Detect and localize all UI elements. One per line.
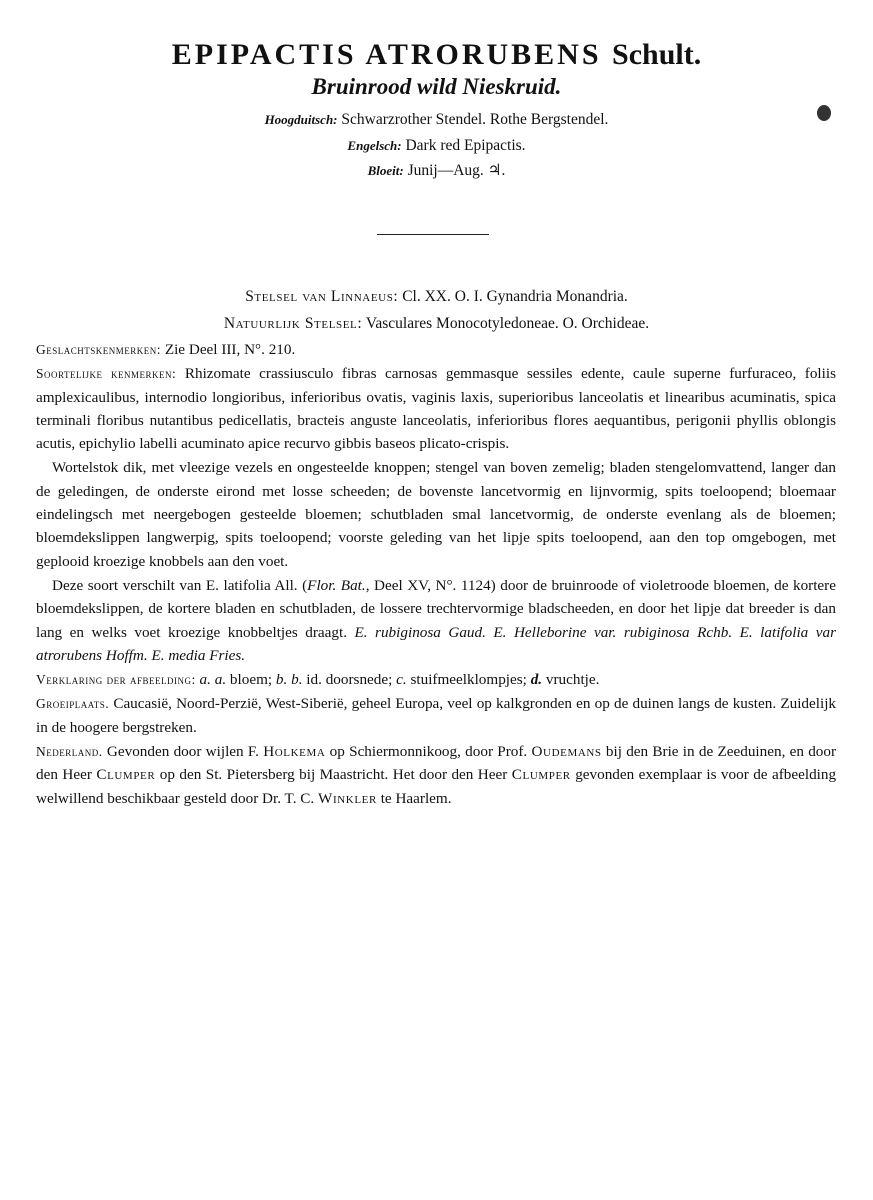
- person-name: Clumper: [511, 766, 571, 784]
- section-label: Soortelijke kenmerken:: [36, 366, 177, 382]
- divider: [377, 234, 489, 235]
- section-value: Zie Deel III, N°. 210.: [164, 341, 296, 358]
- natural-classification: [0, 314, 873, 334]
- latin-diagnosis: Rhizomate crassiusculo fibras carnosas gemmasque sessiles edente, caule superne furfuraceo, foliis amplexicaulibus, internodio longioribus, inferioribus ovatis, vaginis laxis, superioribus lanceolatis et linearibus acuminatis, spica terminali floribus nutantibus pedicellatis, bracteis anguste lanceolatis, inferioribus flores aequantibus, perigonii phyllis oblongis acutis, epichylio labelli acuminato apice recurvo gibbis baseos plicato-crispis.: [36, 365, 836, 453]
- vernacular-key: Engelsch:: [347, 138, 402, 153]
- person-name: Winkler: [318, 789, 377, 807]
- page-subtitle: Bruinrood wild Nieskruid.: [311, 74, 562, 99]
- genus-characters: [36, 338, 836, 361]
- species-characters: [36, 362, 836, 455]
- flowering-period: [0, 161, 873, 181]
- vernacular-value: Junij—Aug. ♃.: [407, 162, 506, 179]
- linnaeus-classification: [0, 287, 873, 307]
- title-author: Schult.: [612, 38, 702, 71]
- species-difference: Deze soort verschilt van E. latifolia All. (Flor. Bat., Deel XV, N°. 1124) door de bruinroode of violetroode bloemen, de kortere bloemdekslippen, de kortere bladen en schutbladen, de lossere trechtervormige bladscheeden, en door het lipje dat breeder is dan lang en welks voet kroezige knobbeltjes draagt. E. rubiginosa Gaud. E. Helleborine var. rubiginosa Rchb. E. latifolia var atrorubens Hoffm. E. media Fries.: [36, 576, 836, 664]
- person-name: Holkema: [263, 743, 326, 761]
- vernacular-value: Dark red Epipactis.: [405, 137, 526, 154]
- section-value: Caucasië, Noord-Perzië, West-Siberië, geheel Europa, veel op kalkgronden en op de duinen langs de kusten. Zuidelijk in de hoogere bergstreken.: [36, 695, 837, 736]
- section-label: Groeiplaats.: [36, 696, 110, 712]
- page-title: [0, 38, 873, 72]
- vernacular-key: Hoogduitsch:: [264, 112, 338, 127]
- section-label: Geslachtskenmerken:: [36, 342, 162, 357]
- section-label: Stelsel van Linnaeus:: [245, 288, 399, 305]
- section-label: Nederland.: [36, 744, 103, 760]
- section-label: Natuurlijk Stelsel:: [223, 315, 363, 332]
- section-value: Cl. XX. O. I. Gynandria Monandria.: [402, 288, 628, 305]
- vernacular-value: Schwarzrother Stendel. Rothe Bergstendel.: [341, 111, 609, 128]
- body-text: [36, 338, 836, 810]
- section-value: Vasculares Monocotyledoneae. O. Orchideae.: [365, 315, 650, 332]
- ink-blot: [817, 105, 831, 121]
- vernacular-key: Bloeit:: [367, 163, 404, 178]
- reference-title: Flor. Bat.: [307, 576, 366, 594]
- habitat: [36, 692, 836, 739]
- person-name: Clumper: [96, 766, 156, 784]
- section-label: Verklaring der afbeelding:: [36, 672, 196, 688]
- vernacular-english: [0, 136, 873, 156]
- dutch-description: Wortelstok dik, met vleezige vezels en ongesteelde knoppen; stengel van boven zemelig; bladen stengelomvattend, langer dan de geledingen, de onderste eirond met losse scheeden; de bovenste lancetvormig en lijnvormig, spits toeloopend; bloemaar eindelingsch met neergebogen gesteelde bloemen; schutbladen smal lancetvormig, de onderste evenlang als de bloemen; bloemdekslippen langwerpig, spits toeloopend; voorste geleding van het lipje spits toeloopend, aan den top omgebogen, met geplooid kroezige knobbels aan den voet.: [36, 459, 836, 570]
- person-name: Oudemans: [531, 743, 602, 761]
- title-genus: EPIPACTIS ATRORUBENS: [171, 38, 602, 71]
- synonyms: E. rubiginosa Gaud. E. Helleborine var. rubiginosa Rchb. E. latifolia var atrorubens Hoffm. E. media Fries.: [36, 623, 836, 664]
- figure-legend: Verklaring der afbeelding: a. a. bloem; b. b. id. doorsnede; c. stuifmeelklompjes; d. vruchtje.: [36, 671, 600, 689]
- netherlands-records: Nederland. Gevonden door wijlen F. Holkema op Schiermonnikoog, door Prof. Oudemans bij den Brie in de Zeeduinen, en door den Heer Clumper op den St. Pietersberg bij Maastricht. Het door den Heer Clumper gevonden exemplaar is voor de afbeelding welwillend beschikbaar gesteld door Dr. T. C. Winkler te Haarlem.: [36, 743, 837, 807]
- vernacular-german: [0, 110, 873, 130]
